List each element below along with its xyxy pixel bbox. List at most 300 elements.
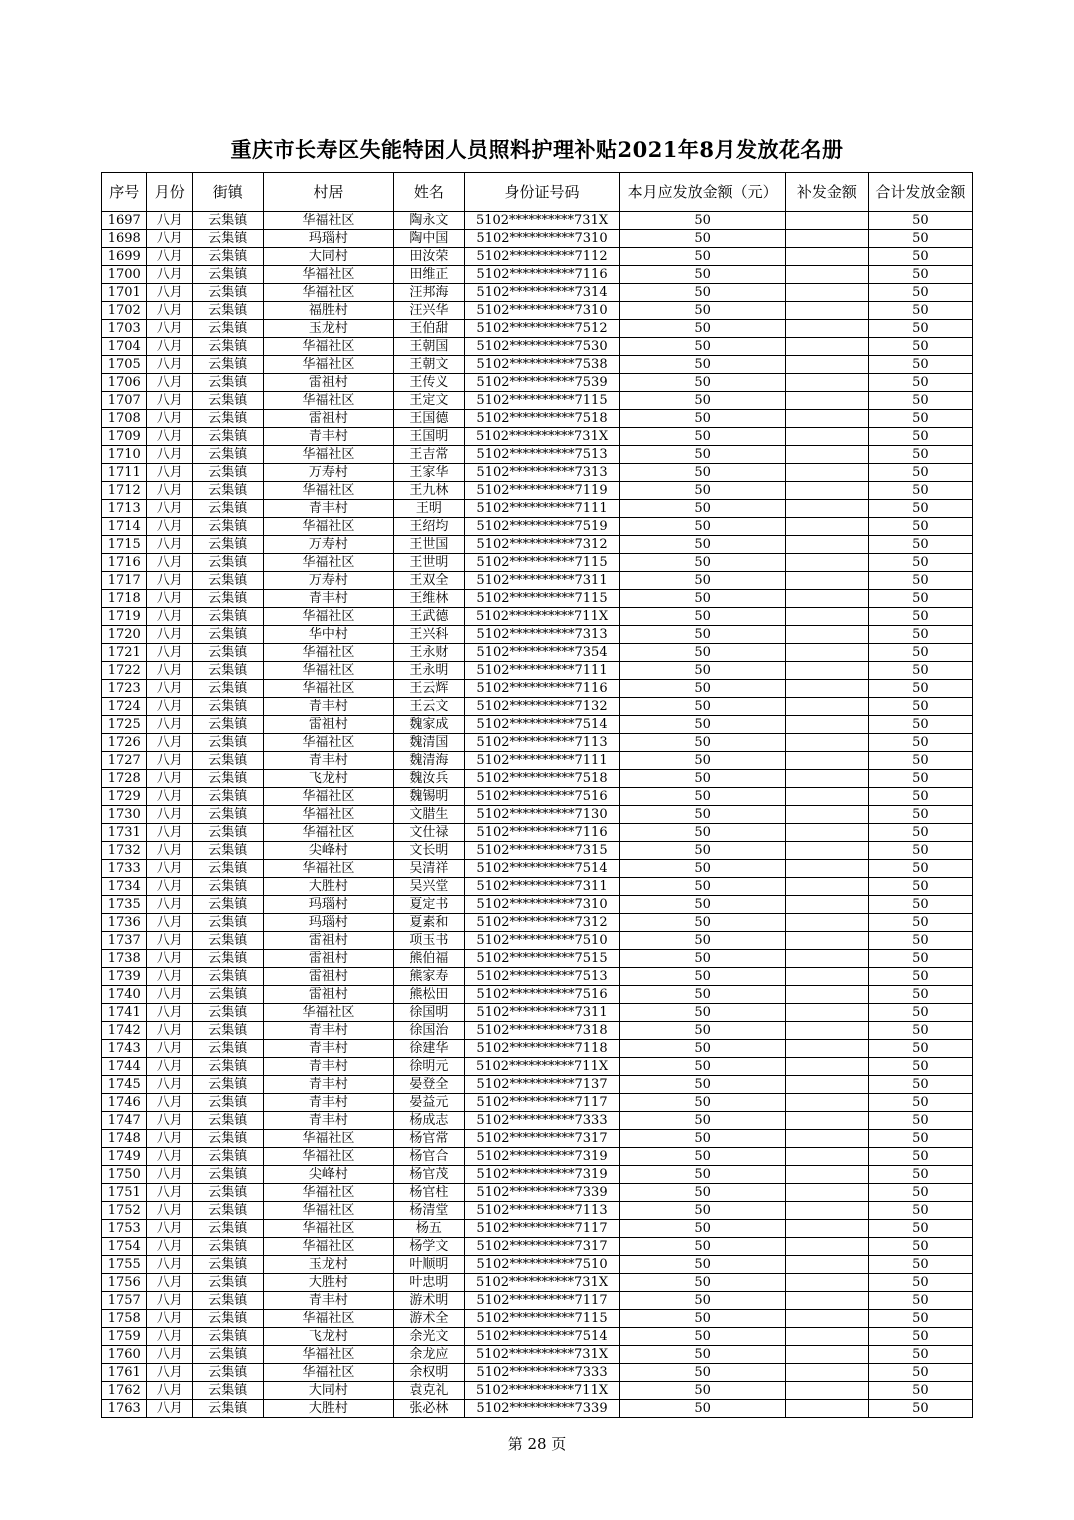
cell-total: 50 bbox=[868, 1166, 972, 1184]
cell-month: 八月 bbox=[147, 554, 192, 572]
cell-seq: 1736 bbox=[102, 914, 147, 932]
table-row bbox=[102, 338, 973, 356]
cell-village: 华福社区 bbox=[263, 356, 393, 374]
cell-month: 八月 bbox=[147, 392, 192, 410]
cell-village: 华福社区 bbox=[263, 392, 393, 410]
cell-village: 华福社区 bbox=[263, 266, 393, 284]
table-row bbox=[102, 482, 973, 500]
cell-month: 八月 bbox=[147, 590, 192, 608]
cell-town: 云集镇 bbox=[192, 1022, 263, 1040]
cell-name: 王维林 bbox=[394, 590, 465, 608]
cell-id-number: 5102**********7118 bbox=[464, 1040, 620, 1058]
col-header-amount: 本月应发放金额（元） bbox=[620, 173, 786, 212]
cell-backpay bbox=[786, 500, 869, 518]
cell-month: 八月 bbox=[147, 950, 192, 968]
cell-id-number: 5102**********7117 bbox=[464, 1292, 620, 1310]
cell-amount: 50 bbox=[620, 788, 786, 806]
cell-month: 八月 bbox=[147, 230, 192, 248]
cell-name: 王朝文 bbox=[394, 356, 465, 374]
cell-town: 云集镇 bbox=[192, 788, 263, 806]
cell-village: 雷祖村 bbox=[263, 950, 393, 968]
cell-id-number: 5102**********7312 bbox=[464, 914, 620, 932]
cell-month: 八月 bbox=[147, 1274, 192, 1292]
cell-month: 八月 bbox=[147, 248, 192, 266]
cell-amount: 50 bbox=[620, 428, 786, 446]
cell-village: 玛瑙村 bbox=[263, 896, 393, 914]
cell-id-number: 5102**********7516 bbox=[464, 788, 620, 806]
cell-id-number: 5102**********7119 bbox=[464, 482, 620, 500]
table-row bbox=[102, 1004, 973, 1022]
cell-id-number: 5102**********7510 bbox=[464, 932, 620, 950]
cell-amount: 50 bbox=[620, 644, 786, 662]
cell-month: 八月 bbox=[147, 356, 192, 374]
cell-id-number: 5102**********7518 bbox=[464, 770, 620, 788]
cell-village: 万寿村 bbox=[263, 464, 393, 482]
cell-town: 云集镇 bbox=[192, 1238, 263, 1256]
cell-id-number: 5102**********731X bbox=[464, 428, 620, 446]
cell-id-number: 5102**********731X bbox=[464, 212, 620, 230]
cell-name: 杨官茂 bbox=[394, 1166, 465, 1184]
table-row bbox=[102, 1166, 973, 1184]
cell-town: 云集镇 bbox=[192, 968, 263, 986]
cell-month: 八月 bbox=[147, 1004, 192, 1022]
cell-seq: 1726 bbox=[102, 734, 147, 752]
table-row bbox=[102, 1220, 973, 1238]
cell-backpay bbox=[786, 1184, 869, 1202]
cell-name: 余龙应 bbox=[394, 1346, 465, 1364]
cell-total: 50 bbox=[868, 1148, 972, 1166]
cell-village: 华福社区 bbox=[263, 1202, 393, 1220]
cell-total: 50 bbox=[868, 986, 972, 1004]
cell-seq: 1720 bbox=[102, 626, 147, 644]
table-row bbox=[102, 608, 973, 626]
cell-seq: 1718 bbox=[102, 590, 147, 608]
cell-name: 王云文 bbox=[394, 698, 465, 716]
table-row bbox=[102, 392, 973, 410]
table-row bbox=[102, 968, 973, 986]
cell-total: 50 bbox=[868, 338, 972, 356]
cell-id-number: 5102**********7530 bbox=[464, 338, 620, 356]
cell-name: 陶永文 bbox=[394, 212, 465, 230]
cell-seq: 1746 bbox=[102, 1094, 147, 1112]
cell-month: 八月 bbox=[147, 1346, 192, 1364]
cell-seq: 1705 bbox=[102, 356, 147, 374]
cell-backpay bbox=[786, 1238, 869, 1256]
cell-name: 王兴科 bbox=[394, 626, 465, 644]
cell-amount: 50 bbox=[620, 1274, 786, 1292]
cell-amount: 50 bbox=[620, 482, 786, 500]
cell-village: 大胜村 bbox=[263, 1400, 393, 1418]
cell-name: 魏家成 bbox=[394, 716, 465, 734]
cell-id-number: 5102**********7512 bbox=[464, 320, 620, 338]
cell-total: 50 bbox=[868, 752, 972, 770]
cell-village: 华福社区 bbox=[263, 1148, 393, 1166]
cell-seq: 1743 bbox=[102, 1040, 147, 1058]
cell-month: 八月 bbox=[147, 824, 192, 842]
cell-town: 云集镇 bbox=[192, 212, 263, 230]
cell-name: 王家华 bbox=[394, 464, 465, 482]
cell-total: 50 bbox=[868, 1292, 972, 1310]
cell-id-number: 5102**********7310 bbox=[464, 896, 620, 914]
cell-backpay bbox=[786, 878, 869, 896]
cell-village: 大同村 bbox=[263, 1382, 393, 1400]
cell-village: 青丰村 bbox=[263, 428, 393, 446]
table-row bbox=[102, 1292, 973, 1310]
table-row bbox=[102, 590, 973, 608]
cell-amount: 50 bbox=[620, 464, 786, 482]
cell-id-number: 5102**********7514 bbox=[464, 860, 620, 878]
cell-seq: 1730 bbox=[102, 806, 147, 824]
cell-village: 华福社区 bbox=[263, 446, 393, 464]
cell-total: 50 bbox=[868, 1130, 972, 1148]
cell-name: 王永财 bbox=[394, 644, 465, 662]
table-row bbox=[102, 842, 973, 860]
cell-total: 50 bbox=[868, 950, 972, 968]
cell-id-number: 5102**********7137 bbox=[464, 1076, 620, 1094]
cell-amount: 50 bbox=[620, 896, 786, 914]
cell-total: 50 bbox=[868, 356, 972, 374]
cell-village: 华福社区 bbox=[263, 1310, 393, 1328]
cell-backpay bbox=[786, 1382, 869, 1400]
table-row bbox=[102, 500, 973, 518]
cell-amount: 50 bbox=[620, 1346, 786, 1364]
cell-amount: 50 bbox=[620, 1058, 786, 1076]
cell-village: 青丰村 bbox=[263, 590, 393, 608]
cell-amount: 50 bbox=[620, 968, 786, 986]
cell-seq: 1728 bbox=[102, 770, 147, 788]
cell-town: 云集镇 bbox=[192, 428, 263, 446]
table-row bbox=[102, 1130, 973, 1148]
cell-village: 雷祖村 bbox=[263, 716, 393, 734]
cell-id-number: 5102**********7513 bbox=[464, 968, 620, 986]
cell-amount: 50 bbox=[620, 302, 786, 320]
cell-name: 魏汝兵 bbox=[394, 770, 465, 788]
cell-month: 八月 bbox=[147, 1400, 192, 1418]
cell-town: 云集镇 bbox=[192, 626, 263, 644]
cell-id-number: 5102**********7339 bbox=[464, 1184, 620, 1202]
cell-total: 50 bbox=[868, 266, 972, 284]
cell-month: 八月 bbox=[147, 518, 192, 536]
table-row bbox=[102, 1148, 973, 1166]
cell-town: 云集镇 bbox=[192, 1292, 263, 1310]
cell-id-number: 5102**********7510 bbox=[464, 1256, 620, 1274]
table-row bbox=[102, 1238, 973, 1256]
table-row bbox=[102, 356, 973, 374]
cell-id-number: 5102**********711X bbox=[464, 1058, 620, 1076]
cell-month: 八月 bbox=[147, 410, 192, 428]
cell-total: 50 bbox=[868, 1310, 972, 1328]
table-row bbox=[102, 1022, 973, 1040]
cell-seq: 1748 bbox=[102, 1130, 147, 1148]
cell-village: 华福社区 bbox=[263, 608, 393, 626]
cell-amount: 50 bbox=[620, 1112, 786, 1130]
cell-backpay bbox=[786, 1346, 869, 1364]
cell-total: 50 bbox=[868, 1382, 972, 1400]
cell-town: 云集镇 bbox=[192, 752, 263, 770]
cell-backpay bbox=[786, 1004, 869, 1022]
cell-name: 田汝荣 bbox=[394, 248, 465, 266]
cell-id-number: 5102**********7310 bbox=[464, 302, 620, 320]
cell-backpay bbox=[786, 482, 869, 500]
cell-backpay bbox=[786, 734, 869, 752]
cell-village: 华福社区 bbox=[263, 1184, 393, 1202]
cell-id-number: 5102**********7318 bbox=[464, 1022, 620, 1040]
cell-month: 八月 bbox=[147, 878, 192, 896]
cell-name: 魏清国 bbox=[394, 734, 465, 752]
cell-village: 青丰村 bbox=[263, 1094, 393, 1112]
cell-name: 吴清祥 bbox=[394, 860, 465, 878]
cell-name: 叶顺明 bbox=[394, 1256, 465, 1274]
cell-backpay bbox=[786, 1256, 869, 1274]
cell-seq: 1741 bbox=[102, 1004, 147, 1022]
table-row bbox=[102, 212, 973, 230]
cell-village: 青丰村 bbox=[263, 752, 393, 770]
cell-backpay bbox=[786, 932, 869, 950]
cell-backpay bbox=[786, 374, 869, 392]
cell-village: 大胜村 bbox=[263, 1274, 393, 1292]
table-row bbox=[102, 680, 973, 698]
cell-month: 八月 bbox=[147, 428, 192, 446]
cell-backpay bbox=[786, 338, 869, 356]
cell-id-number: 5102**********7519 bbox=[464, 518, 620, 536]
cell-total: 50 bbox=[868, 464, 972, 482]
cell-amount: 50 bbox=[620, 680, 786, 698]
cell-town: 云集镇 bbox=[192, 1202, 263, 1220]
table-row bbox=[102, 950, 973, 968]
cell-seq: 1706 bbox=[102, 374, 147, 392]
cell-total: 50 bbox=[868, 1220, 972, 1238]
cell-id-number: 5102**********7539 bbox=[464, 374, 620, 392]
cell-seq: 1709 bbox=[102, 428, 147, 446]
cell-town: 云集镇 bbox=[192, 302, 263, 320]
cell-village: 雷祖村 bbox=[263, 932, 393, 950]
cell-seq: 1735 bbox=[102, 896, 147, 914]
cell-amount: 50 bbox=[620, 266, 786, 284]
cell-seq: 1734 bbox=[102, 878, 147, 896]
cell-seq: 1760 bbox=[102, 1346, 147, 1364]
cell-amount: 50 bbox=[620, 1292, 786, 1310]
cell-seq: 1711 bbox=[102, 464, 147, 482]
cell-amount: 50 bbox=[620, 1130, 786, 1148]
table-row bbox=[102, 878, 973, 896]
cell-name: 杨官柱 bbox=[394, 1184, 465, 1202]
cell-seq: 1700 bbox=[102, 266, 147, 284]
cell-backpay bbox=[786, 446, 869, 464]
table-row bbox=[102, 1274, 973, 1292]
cell-name: 吴兴堂 bbox=[394, 878, 465, 896]
table-row bbox=[102, 320, 973, 338]
table-row bbox=[102, 284, 973, 302]
table-row bbox=[102, 1382, 973, 1400]
cell-village: 青丰村 bbox=[263, 698, 393, 716]
cell-total: 50 bbox=[868, 1004, 972, 1022]
cell-town: 云集镇 bbox=[192, 446, 263, 464]
cell-town: 云集镇 bbox=[192, 932, 263, 950]
cell-town: 云集镇 bbox=[192, 464, 263, 482]
cell-town: 云集镇 bbox=[192, 1364, 263, 1382]
cell-amount: 50 bbox=[620, 536, 786, 554]
cell-amount: 50 bbox=[620, 1094, 786, 1112]
cell-amount: 50 bbox=[620, 608, 786, 626]
cell-backpay bbox=[786, 212, 869, 230]
cell-backpay bbox=[786, 320, 869, 338]
cell-month: 八月 bbox=[147, 1166, 192, 1184]
cell-name: 王九林 bbox=[394, 482, 465, 500]
cell-amount: 50 bbox=[620, 716, 786, 734]
cell-village: 华福社区 bbox=[263, 824, 393, 842]
cell-total: 50 bbox=[868, 320, 972, 338]
cell-seq: 1704 bbox=[102, 338, 147, 356]
cell-id-number: 5102**********7111 bbox=[464, 500, 620, 518]
cell-backpay bbox=[786, 1022, 869, 1040]
cell-name: 王云辉 bbox=[394, 680, 465, 698]
cell-name: 晏登全 bbox=[394, 1076, 465, 1094]
cell-month: 八月 bbox=[147, 914, 192, 932]
cell-month: 八月 bbox=[147, 266, 192, 284]
cell-seq: 1757 bbox=[102, 1292, 147, 1310]
cell-total: 50 bbox=[868, 1094, 972, 1112]
cell-village: 华福社区 bbox=[263, 1364, 393, 1382]
cell-village: 飞龙村 bbox=[263, 770, 393, 788]
cell-month: 八月 bbox=[147, 1112, 192, 1130]
cell-backpay bbox=[786, 1166, 869, 1184]
cell-town: 云集镇 bbox=[192, 1184, 263, 1202]
cell-seq: 1738 bbox=[102, 950, 147, 968]
table-row bbox=[102, 518, 973, 536]
cell-amount: 50 bbox=[620, 1400, 786, 1418]
cell-name: 汪邦海 bbox=[394, 284, 465, 302]
cell-total: 50 bbox=[868, 662, 972, 680]
col-header-backpay: 补发金额 bbox=[786, 173, 869, 212]
cell-month: 八月 bbox=[147, 1310, 192, 1328]
cell-month: 八月 bbox=[147, 770, 192, 788]
cell-name: 杨官常 bbox=[394, 1130, 465, 1148]
cell-name: 王世国 bbox=[394, 536, 465, 554]
cell-village: 青丰村 bbox=[263, 1292, 393, 1310]
cell-name: 魏清海 bbox=[394, 752, 465, 770]
col-header-name: 姓名 bbox=[394, 173, 465, 212]
cell-village: 华福社区 bbox=[263, 1346, 393, 1364]
cell-town: 云集镇 bbox=[192, 824, 263, 842]
table-row bbox=[102, 1040, 973, 1058]
cell-month: 八月 bbox=[147, 464, 192, 482]
table-row bbox=[102, 716, 973, 734]
cell-name: 杨清堂 bbox=[394, 1202, 465, 1220]
cell-id-number: 5102**********7116 bbox=[464, 824, 620, 842]
table-row bbox=[102, 428, 973, 446]
cell-name: 夏素和 bbox=[394, 914, 465, 932]
cell-amount: 50 bbox=[620, 1148, 786, 1166]
cell-total: 50 bbox=[868, 626, 972, 644]
cell-total: 50 bbox=[868, 500, 972, 518]
cell-id-number: 5102**********731X bbox=[464, 1346, 620, 1364]
cell-id-number: 5102**********7112 bbox=[464, 248, 620, 266]
cell-name: 王双全 bbox=[394, 572, 465, 590]
cell-seq: 1759 bbox=[102, 1328, 147, 1346]
cell-amount: 50 bbox=[620, 1328, 786, 1346]
table-row bbox=[102, 374, 973, 392]
cell-month: 八月 bbox=[147, 500, 192, 518]
cell-backpay bbox=[786, 356, 869, 374]
cell-seq: 1763 bbox=[102, 1400, 147, 1418]
cell-month: 八月 bbox=[147, 320, 192, 338]
cell-id-number: 5102**********7333 bbox=[464, 1364, 620, 1382]
cell-town: 云集镇 bbox=[192, 1094, 263, 1112]
cell-name: 张必林 bbox=[394, 1400, 465, 1418]
table-row bbox=[102, 230, 973, 248]
cell-name: 熊松田 bbox=[394, 986, 465, 1004]
cell-month: 八月 bbox=[147, 968, 192, 986]
cell-town: 云集镇 bbox=[192, 950, 263, 968]
cell-amount: 50 bbox=[620, 1166, 786, 1184]
cell-amount: 50 bbox=[620, 860, 786, 878]
col-header-town: 街镇 bbox=[192, 173, 263, 212]
cell-backpay bbox=[786, 554, 869, 572]
cell-name: 王明 bbox=[394, 500, 465, 518]
cell-backpay bbox=[786, 1148, 869, 1166]
cell-id-number: 5102**********7315 bbox=[464, 842, 620, 860]
cell-town: 云集镇 bbox=[192, 248, 263, 266]
cell-village: 华福社区 bbox=[263, 644, 393, 662]
cell-amount: 50 bbox=[620, 950, 786, 968]
cell-total: 50 bbox=[868, 788, 972, 806]
cell-seq: 1754 bbox=[102, 1238, 147, 1256]
cell-id-number: 5102**********7516 bbox=[464, 986, 620, 1004]
cell-backpay bbox=[786, 1058, 869, 1076]
cell-amount: 50 bbox=[620, 410, 786, 428]
cell-village: 华福社区 bbox=[263, 662, 393, 680]
cell-name: 杨成志 bbox=[394, 1112, 465, 1130]
cell-total: 50 bbox=[868, 1328, 972, 1346]
cell-total: 50 bbox=[868, 1364, 972, 1382]
cell-month: 八月 bbox=[147, 1220, 192, 1238]
table-row bbox=[102, 464, 973, 482]
cell-backpay bbox=[786, 968, 869, 986]
cell-seq: 1732 bbox=[102, 842, 147, 860]
cell-month: 八月 bbox=[147, 1076, 192, 1094]
cell-town: 云集镇 bbox=[192, 806, 263, 824]
cell-total: 50 bbox=[868, 698, 972, 716]
cell-total: 50 bbox=[868, 1346, 972, 1364]
cell-name: 熊家寿 bbox=[394, 968, 465, 986]
cell-seq: 1733 bbox=[102, 860, 147, 878]
cell-name: 徐国明 bbox=[394, 1004, 465, 1022]
table-row bbox=[102, 788, 973, 806]
cell-name: 王世明 bbox=[394, 554, 465, 572]
cell-amount: 50 bbox=[620, 248, 786, 266]
cell-village: 青丰村 bbox=[263, 1022, 393, 1040]
cell-amount: 50 bbox=[620, 1184, 786, 1202]
table-body bbox=[102, 212, 973, 1418]
cell-total: 50 bbox=[868, 1112, 972, 1130]
cell-seq: 1725 bbox=[102, 716, 147, 734]
cell-id-number: 5102**********7311 bbox=[464, 878, 620, 896]
cell-name: 王永明 bbox=[394, 662, 465, 680]
cell-id-number: 5102**********7354 bbox=[464, 644, 620, 662]
cell-month: 八月 bbox=[147, 1130, 192, 1148]
cell-town: 云集镇 bbox=[192, 1112, 263, 1130]
col-header-seq: 序号 bbox=[102, 173, 147, 212]
cell-town: 云集镇 bbox=[192, 572, 263, 590]
table-row bbox=[102, 1184, 973, 1202]
cell-town: 云集镇 bbox=[192, 230, 263, 248]
table-row bbox=[102, 266, 973, 284]
cell-backpay bbox=[786, 608, 869, 626]
cell-month: 八月 bbox=[147, 572, 192, 590]
cell-total: 50 bbox=[868, 968, 972, 986]
cell-village: 万寿村 bbox=[263, 572, 393, 590]
cell-town: 云集镇 bbox=[192, 1004, 263, 1022]
